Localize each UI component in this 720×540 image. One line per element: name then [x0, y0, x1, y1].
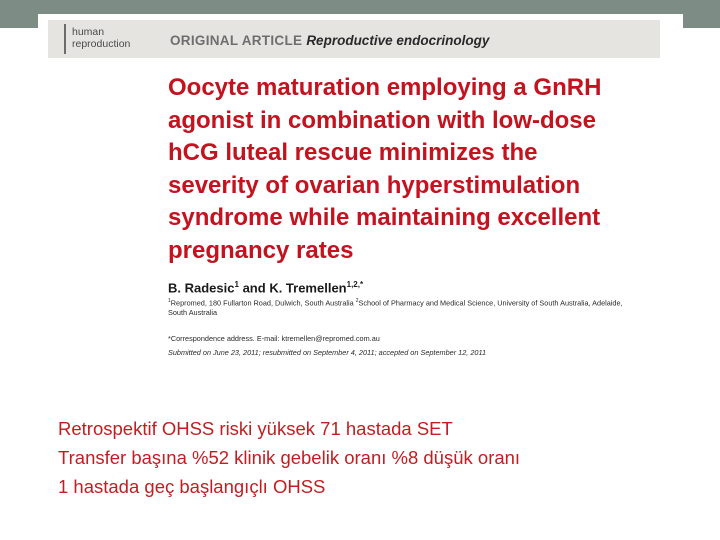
- title-line: syndrome while maintaining excellent: [168, 204, 601, 231]
- affiliation-text: Repromed, 180 Fullarton Road, Dulwich, South Australia: [170, 298, 354, 308]
- subsection-label: Reproductive endocrinology: [306, 33, 490, 48]
- section-label: ORIGINAL ARTICLE: [170, 33, 303, 48]
- title-line: hCG luteal rescue minimizes the: [168, 139, 538, 166]
- article-section: [170, 33, 489, 48]
- journal-header-band: [48, 20, 660, 58]
- affiliations: $^1$Repromed, 180 Fullarton Road, Dulwich, South Australia $^2$School of Pharmacy and Medical Science, University of South Australia, Adelaide, South Australia: [168, 296, 658, 318]
- affiliation-text: School of Pharmacy and Medical Science, University of South Australia, Adelaide,: [358, 298, 623, 308]
- title-line: pregnancy rates: [168, 236, 354, 264]
- affiliation-text: South Australia: [168, 308, 218, 318]
- slide-summary: [58, 414, 520, 501]
- summary-line: Retrospektif OHSS riski yüksek 71 hastada SET: [58, 418, 453, 439]
- journal-logo: [64, 24, 158, 54]
- article-image: [48, 14, 660, 378]
- journal-name-line1: human: [72, 26, 105, 38]
- correspondence: *Correspondence address. E-mail: ktremellen@repromed.com.au: [168, 334, 380, 343]
- journal-name-line2: reproduction: [72, 38, 131, 50]
- article-title: [168, 72, 658, 267]
- author-name: B. Radesic: [168, 280, 235, 296]
- author-affiliation-mark: 1: [234, 280, 239, 289]
- summary-line: Transfer başına %52 klinik gebelik oranı %8 düşük oranı: [58, 447, 521, 468]
- author-conjunction: and: [242, 280, 266, 296]
- title-line: severity of ovarian hyperstimulation: [168, 171, 581, 199]
- summary-line: 1 hastada geç başlangıçlı OHSS: [58, 476, 326, 497]
- title-line: Oocyte maturation employing a GnRH: [168, 74, 602, 101]
- author-list: [168, 280, 363, 295]
- title-line: agonist in combination with low-dose: [168, 106, 596, 134]
- author-affiliation-mark: 1,2,*: [346, 280, 364, 289]
- submission-dates: Submitted on June 23, 2011; resubmitted on September 4, 2011; accepted on September 12, 2011: [168, 348, 487, 357]
- author-name: K. Tremellen: [269, 280, 347, 296]
